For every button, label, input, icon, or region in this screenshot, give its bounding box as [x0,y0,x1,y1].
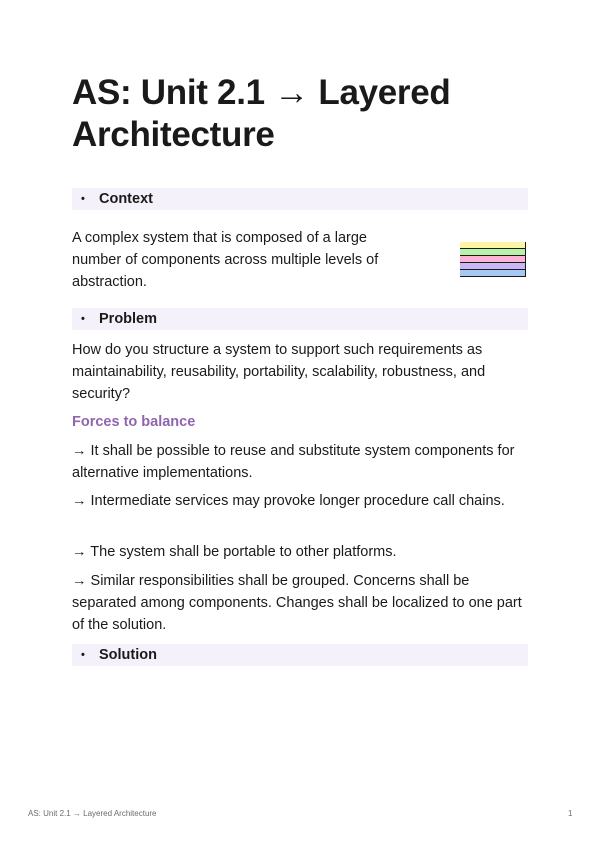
section-label-solution: Solution [99,647,157,663]
layer-band [460,263,526,270]
page-title: AS: Unit 2.1 → Layered Architecture [72,73,451,154]
layer-band [460,256,526,263]
layer-band [460,249,526,256]
problem-text: How do you structure a system to support such requirements as maintainability, reusability, portability, scalability, robustness, and security? [72,342,486,402]
section-label-context: Context [99,191,153,207]
force-item: → It shall be possible to reuse and substitute system components for alternative implementations. [72,443,515,481]
layer-stack-illustration [460,242,526,277]
bullet-icon: • [81,313,85,325]
force-item: → Similar responsibilities shall be grouped. Concerns shall be separated among components. Changes shall be localized to one part of the solution. [72,573,522,633]
context-text: A complex system that is composed of a large number of components across multiple levels of abstraction. [72,230,379,290]
section-header-problem [72,308,528,330]
bullet-icon: • [81,649,85,661]
layer-stack-edge [525,242,526,276]
footer-title: AS: Unit 2.1 → Layered Architecture [28,809,157,818]
section-header-context [72,188,528,210]
section-label-problem: Problem [99,311,158,327]
force-item: → Intermediate services may provoke longer procedure call chains. [72,493,505,509]
bullet-icon: • [81,193,85,205]
section-header-solution [72,644,528,666]
layer-band [460,242,526,249]
forces-heading: Forces to balance [72,414,196,430]
page-number: 1 [568,809,573,818]
layer-band [460,270,526,277]
force-item: → The system shall be portable to other platforms. [72,544,397,560]
